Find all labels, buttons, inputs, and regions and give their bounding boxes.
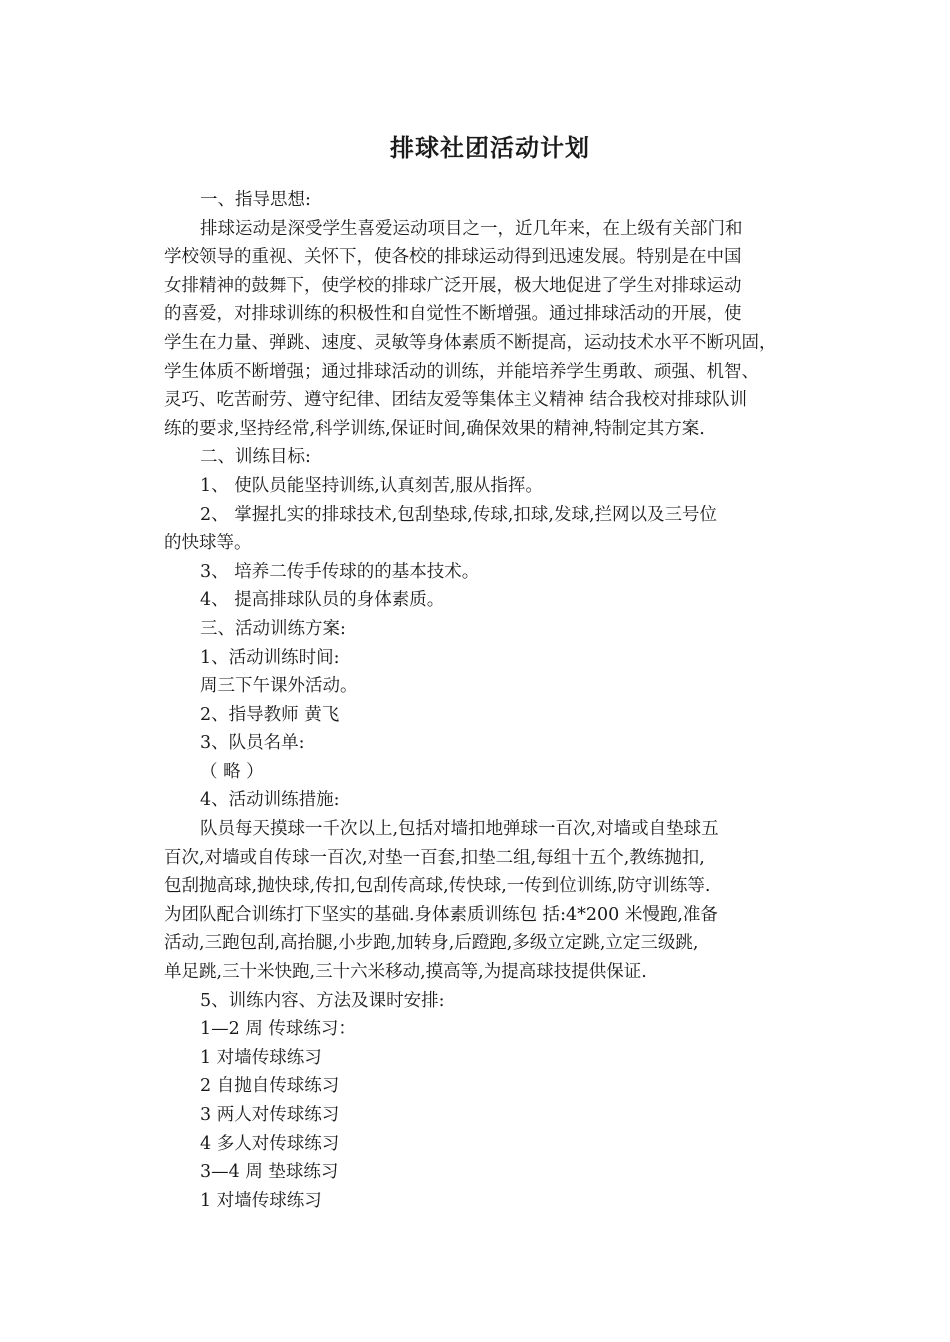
text-line: 排球运动是深受学生喜爱运动项目之一，近几年来，在上级有关部门和 [200, 218, 743, 239]
text-line: 学生体质不断增强；通过排球活动的训练，并能培养学生勇敢、顽强、机智、 [164, 361, 759, 382]
text-line: 2、 掌握扎实的排球技术,包刮垫球,传球,扣球,发球,拦网以及三号位 [200, 504, 718, 525]
text-line: 二、训练目标: [200, 447, 311, 468]
text-line: 包刮抛高球,抛快球,传扣,包刮传高球,传快球,一传到位训练,防守训练等. [164, 876, 711, 897]
text-line: 灵巧、吃苦耐劳、遵守纪律、团结友爱等集体主义精神 结合我校对排球队训 [164, 390, 748, 411]
text-line: 百次,对墙或自传球一百次,对垫一百套,扣垫二组,每组十五个,教练抛扣, [164, 847, 705, 868]
text-line: 学生在力量、弹跳、速度、灵敏等身体素质不断提高，运动技术水平不断巩固， [164, 332, 777, 353]
text-line: 学校领导的重视、关怀下，使各校的排球运动得到迅速发展。特别是在中国 [164, 247, 742, 268]
text-line: 女排精神的鼓舞下，使学校的排球广泛开展，极大地促进了学生对排球运动 [164, 275, 742, 296]
text-line: 周三下午课外活动。 [200, 676, 358, 697]
text-line: 1—2 周 传球练习： [200, 1019, 356, 1040]
text-line: 4、 提高排球队员的身体素质。 [200, 590, 445, 611]
text-line: 的快球等。 [164, 533, 252, 554]
text-line: 一、指导思想: [200, 190, 311, 210]
text-line: 1 对墙传球练习 [200, 1190, 322, 1211]
text-line: 队员每天摸球一千次以上,包括对墙扣地弹球一百次,对墙或自垫球五 [200, 819, 719, 840]
text-line: 3 两人对传球练习 [200, 1105, 340, 1125]
text-line: 练的要求,坚持经常,科学训练,保证时间,确保效果的精神,特制定其方案. [164, 418, 705, 439]
text-line: 为团队配合训练打下坚实的基础.身体素质训练包 括:4*200 米慢跑,准备 [164, 904, 718, 925]
text-line: 单足跳,三十米快跑,三十六米移动,摸高等,为提高球技提供保证. [164, 962, 647, 983]
text-line: 3—4 周 垫球练习 [200, 1162, 339, 1183]
text-line: （ 略 ） [200, 761, 264, 782]
text-line: 2 自抛自传球练习 [200, 1076, 340, 1097]
text-line: 1、 使队员能坚持训练,认真刻苦,服从指挥。 [200, 475, 543, 496]
text-line: 2、指导教师 黄飞 [200, 704, 340, 725]
text-line: 1、活动训练时间: [200, 647, 340, 668]
text-line: 的喜爱，对排球训练的积极性和自觉性不断增强。通过排球活动的开展，使 [164, 304, 742, 325]
document-body [164, 186, 804, 1215]
text-line: 3、 培养二传手传球的的基本技术。 [200, 561, 480, 582]
text-line: 3、队员名单: [200, 733, 305, 754]
text-line: 1 对墙传球练习 [200, 1047, 322, 1068]
text-line: 活动,三跑包刮,高抬腿,小步跑,加转身,后蹬跑,多级立定跳,立定三级跳, [164, 933, 699, 954]
text-line: 三、活动训练方案: [200, 618, 346, 639]
document-title: 排球社团活动计划 [390, 133, 590, 162]
text-line: 4、活动训练措施: [200, 790, 340, 811]
text-line: 4 多人对传球练习 [200, 1133, 340, 1154]
text-line: 5、训练内容、方法及课时安排: [200, 990, 445, 1011]
